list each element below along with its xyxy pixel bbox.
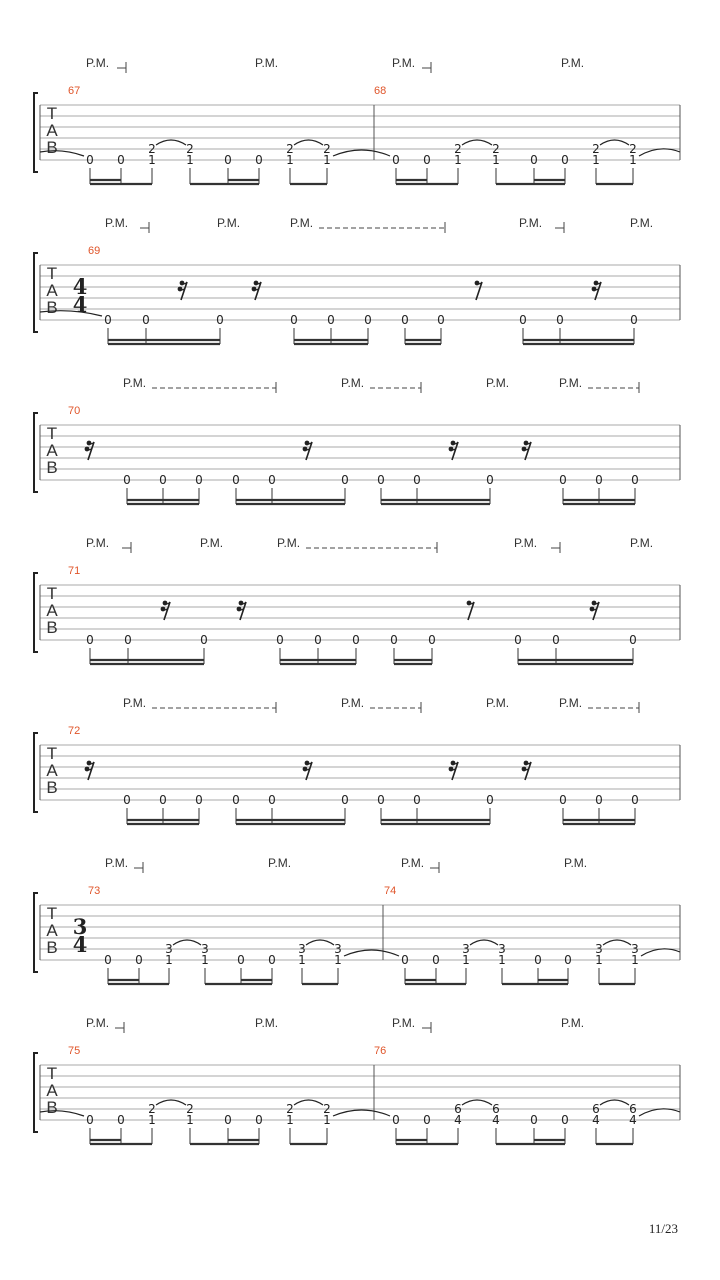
sixteenth-rest: [449, 761, 458, 780]
fret-number: 0: [290, 313, 298, 327]
eighth-rest: [475, 281, 482, 300]
fret-number: 6: [629, 1102, 637, 1116]
tab-clef-letter: T: [46, 424, 58, 443]
fret-number: 1: [334, 953, 342, 967]
palm-mute-label: P.M.: [200, 536, 224, 550]
sixteenth-rest: [252, 281, 261, 300]
fret-number: 0: [195, 793, 203, 807]
fret-number: 6: [492, 1102, 500, 1116]
tab-clef-letter: T: [46, 1064, 58, 1083]
palm-mute-label: P.M.: [392, 1016, 416, 1030]
fret-number: 4: [592, 1113, 600, 1127]
measure-number: 73: [88, 885, 101, 897]
palm-mute-label: P.M.: [123, 376, 147, 390]
fret-number: 1: [186, 153, 194, 167]
tab-clef-letter: B: [46, 1098, 58, 1117]
fret-number: 0: [486, 793, 494, 807]
fret-number: 1: [323, 1113, 331, 1127]
fret-number: 2: [186, 1102, 194, 1116]
time-signature-bottom: 4: [72, 932, 88, 957]
fret-number: 0: [629, 633, 637, 647]
tab-system-2: [34, 216, 680, 344]
fret-number: 3: [462, 942, 470, 956]
tie-arc: [156, 1100, 186, 1105]
fret-number: 0: [364, 313, 372, 327]
fret-number: 2: [323, 142, 331, 156]
fret-number: 2: [454, 142, 462, 156]
fret-number: 0: [413, 473, 421, 487]
measure-number: 72: [68, 725, 81, 737]
fret-number: 0: [195, 473, 203, 487]
sixteenth-rest: [178, 281, 187, 300]
fret-number: 1: [595, 953, 603, 967]
tie-arc: [333, 1110, 390, 1116]
system-brace: [34, 253, 38, 332]
palm-mute-label: P.M.: [86, 536, 110, 550]
fret-number: 0: [86, 1113, 94, 1127]
measure-number: 71: [68, 565, 81, 577]
fret-number: 1: [492, 153, 500, 167]
tab-clef-letter: A: [46, 281, 58, 300]
tie-arc-carry-out: [639, 149, 680, 156]
tab-system-6: [34, 856, 680, 984]
palm-mute-label: P.M.: [392, 56, 416, 70]
fret-number: 0: [135, 953, 143, 967]
palm-mute-label: P.M.: [564, 856, 588, 870]
fret-number: 0: [630, 313, 638, 327]
sixteenth-rest: [85, 441, 94, 460]
fret-number: 0: [437, 313, 445, 327]
fret-number: 1: [148, 153, 156, 167]
fret-number: 0: [564, 953, 572, 967]
fret-number: 1: [323, 153, 331, 167]
measure-number: 68: [374, 85, 387, 97]
palm-mute-label: P.M.: [341, 696, 365, 710]
fret-number: 0: [86, 633, 94, 647]
fret-number: 0: [423, 1113, 431, 1127]
palm-mute-label: P.M.: [290, 216, 314, 230]
fret-number: 1: [631, 953, 639, 967]
fret-number: 0: [117, 153, 125, 167]
fret-number: 2: [629, 142, 637, 156]
fret-number: 0: [595, 793, 603, 807]
eighth-rest: [467, 601, 474, 620]
fret-number: 1: [148, 1113, 156, 1127]
fret-number: 0: [237, 953, 245, 967]
palm-mute-label: P.M.: [123, 696, 147, 710]
fret-number: 0: [561, 153, 569, 167]
tab-clef-letter: T: [46, 744, 58, 763]
fret-number: 0: [413, 793, 421, 807]
tab-clef-letter: T: [46, 104, 58, 123]
measure-number: 74: [384, 885, 397, 897]
tab-clef-letter: A: [46, 1081, 58, 1100]
tab-system-7: [34, 1016, 680, 1144]
fret-number: 1: [454, 153, 462, 167]
tab-clef-letter: A: [46, 441, 58, 460]
fret-number: 2: [492, 142, 500, 156]
tie-arc: [600, 1100, 629, 1105]
fret-number: 0: [224, 153, 232, 167]
palm-mute-label: P.M.: [561, 56, 585, 70]
fret-number: 0: [514, 633, 522, 647]
tie-arc: [306, 940, 334, 945]
fret-number: 0: [377, 793, 385, 807]
palm-mute-label: P.M.: [514, 536, 538, 550]
tie-arc: [462, 140, 492, 145]
fret-number: 1: [286, 153, 294, 167]
palm-mute-label: P.M.: [268, 856, 292, 870]
fret-number: 0: [86, 153, 94, 167]
fret-number: 0: [224, 1113, 232, 1127]
palm-mute-label: P.M.: [255, 56, 279, 70]
system-brace: [34, 893, 38, 972]
tie-arc: [600, 140, 629, 145]
fret-number: 1: [186, 1113, 194, 1127]
fret-number: 0: [117, 1113, 125, 1127]
tab-clef-letter: B: [46, 778, 58, 797]
tie-arc-carry-out: [641, 949, 680, 956]
sixteenth-rest: [449, 441, 458, 460]
fret-number: 6: [454, 1102, 462, 1116]
fret-number: 2: [186, 142, 194, 156]
fret-number: 0: [519, 313, 527, 327]
system-brace: [34, 573, 38, 652]
fret-number: 0: [401, 953, 409, 967]
fret-number: 2: [148, 142, 156, 156]
fret-number: 0: [552, 633, 560, 647]
sixteenth-rest: [522, 441, 531, 460]
fret-number: 6: [592, 1102, 600, 1116]
tab-system-3: [34, 376, 680, 504]
sixteenth-rest: [303, 761, 312, 780]
palm-mute-label: P.M.: [519, 216, 543, 230]
system-brace: [34, 1053, 38, 1132]
fret-number: 0: [559, 473, 567, 487]
fret-number: 4: [454, 1113, 462, 1127]
fret-number: 0: [401, 313, 409, 327]
fret-number: 0: [559, 793, 567, 807]
fret-number: 0: [232, 793, 240, 807]
fret-number: 0: [432, 953, 440, 967]
fret-number: 3: [631, 942, 639, 956]
tie-arc: [156, 140, 186, 145]
palm-mute-label: P.M.: [559, 376, 583, 390]
fret-number: 0: [232, 473, 240, 487]
fret-number: 0: [104, 313, 112, 327]
tie-arc: [294, 140, 323, 145]
fret-number: 3: [165, 942, 173, 956]
palm-mute-label: P.M.: [401, 856, 425, 870]
tab-clef-letter: A: [46, 921, 58, 940]
measure-number: 69: [88, 245, 101, 257]
system-brace: [34, 733, 38, 812]
palm-mute-label: P.M.: [86, 56, 110, 70]
fret-number: 0: [276, 633, 284, 647]
fret-number: 1: [592, 153, 600, 167]
fret-number: 0: [200, 633, 208, 647]
fret-number: 0: [104, 953, 112, 967]
fret-number: 0: [530, 153, 538, 167]
tie-arc-carry-out: [639, 1109, 680, 1116]
sixteenth-rest: [237, 601, 246, 620]
fret-number: 0: [341, 793, 349, 807]
fret-number: 0: [124, 633, 132, 647]
fret-number: 4: [492, 1113, 500, 1127]
tab-system-5: [34, 696, 680, 824]
sixteenth-rest: [592, 281, 601, 300]
fret-number: 0: [530, 1113, 538, 1127]
tab-clef-letter: B: [46, 938, 58, 957]
fret-number: 3: [298, 942, 306, 956]
measure-number: 67: [68, 85, 81, 97]
tab-clef-letter: B: [46, 138, 58, 157]
palm-mute-label: P.M.: [630, 536, 654, 550]
fret-number: 2: [323, 1102, 331, 1116]
fret-number: 1: [201, 953, 209, 967]
tie-arc: [173, 940, 201, 945]
palm-mute-label: P.M.: [486, 696, 510, 710]
tab-clef-letter: A: [46, 121, 58, 140]
tie-arc: [470, 940, 498, 945]
tab-clef-letter: T: [46, 584, 58, 603]
page-number: 11/23: [648, 1221, 678, 1236]
tab-system-4: [34, 536, 680, 664]
palm-mute-label: P.M.: [217, 216, 241, 230]
time-signature-top: 4: [72, 274, 88, 299]
fret-number: 0: [392, 153, 400, 167]
fret-number: 4: [629, 1113, 637, 1127]
tie-arc: [333, 150, 390, 156]
tab-system-1: [34, 56, 680, 184]
tie-arc: [603, 940, 631, 945]
palm-mute-label: P.M.: [486, 376, 510, 390]
time-signature-top: 3: [72, 914, 88, 939]
palm-mute-label: P.M.: [341, 376, 365, 390]
fret-number: 0: [423, 153, 431, 167]
fret-number: 0: [341, 473, 349, 487]
fret-number: 0: [556, 313, 564, 327]
fret-number: 0: [352, 633, 360, 647]
tie-arc: [344, 950, 399, 956]
system-brace: [34, 413, 38, 492]
tie-arc: [462, 1100, 492, 1105]
fret-number: 0: [327, 313, 335, 327]
sixteenth-rest: [85, 761, 94, 780]
tab-clef-letter: B: [46, 458, 58, 477]
fret-number: 0: [631, 793, 639, 807]
fret-number: 0: [268, 473, 276, 487]
fret-number: 3: [498, 942, 506, 956]
time-signature-bottom: 4: [72, 292, 88, 317]
fret-number: 2: [148, 1102, 156, 1116]
fret-number: 0: [392, 1113, 400, 1127]
fret-number: 0: [534, 953, 542, 967]
fret-number: 1: [298, 953, 306, 967]
tie-arc: [294, 1100, 323, 1105]
tab-clef-letter: B: [46, 298, 58, 317]
palm-mute-label: P.M.: [559, 696, 583, 710]
sixteenth-rest: [590, 601, 599, 620]
sixteenth-rest: [303, 441, 312, 460]
system-brace: [34, 93, 38, 172]
palm-mute-label: P.M.: [255, 1016, 279, 1030]
fret-number: 0: [123, 473, 131, 487]
fret-number: 1: [286, 1113, 294, 1127]
fret-number: 0: [561, 1113, 569, 1127]
tab-clef-letter: B: [46, 618, 58, 637]
fret-number: 0: [255, 153, 263, 167]
fret-number: 3: [334, 942, 342, 956]
fret-number: 0: [377, 473, 385, 487]
fret-number: 2: [592, 142, 600, 156]
fret-number: 3: [201, 942, 209, 956]
palm-mute-label: P.M.: [561, 1016, 585, 1030]
fret-number: 3: [595, 942, 603, 956]
palm-mute-label: P.M.: [86, 1016, 110, 1030]
fret-number: 0: [268, 953, 276, 967]
tab-clef-letter: A: [46, 601, 58, 620]
fret-number: 0: [142, 313, 150, 327]
fret-number: 1: [629, 153, 637, 167]
fret-number: 0: [314, 633, 322, 647]
fret-number: 0: [631, 473, 639, 487]
measure-number: 70: [68, 405, 81, 417]
fret-number: 0: [159, 473, 167, 487]
fret-number: 0: [255, 1113, 263, 1127]
palm-mute-label: P.M.: [105, 216, 129, 230]
palm-mute-label: P.M.: [277, 536, 301, 550]
fret-number: 0: [123, 793, 131, 807]
tab-clef-letter: T: [46, 264, 58, 283]
fret-number: 1: [462, 953, 470, 967]
measure-number: 76: [374, 1045, 387, 1057]
fret-number: 0: [595, 473, 603, 487]
fret-number: 0: [268, 793, 276, 807]
fret-number: 0: [390, 633, 398, 647]
fret-number: 2: [286, 1102, 294, 1116]
palm-mute-label: P.M.: [105, 856, 129, 870]
fret-number: 0: [486, 473, 494, 487]
sixteenth-rest: [522, 761, 531, 780]
sixteenth-rest: [161, 601, 170, 620]
palm-mute-label: P.M.: [630, 216, 654, 230]
measure-number: 75: [68, 1045, 81, 1057]
tab-clef-letter: A: [46, 761, 58, 780]
fret-number: 0: [428, 633, 436, 647]
fret-number: 0: [159, 793, 167, 807]
fret-number: 1: [165, 953, 173, 967]
fret-number: 0: [216, 313, 224, 327]
fret-number: 1: [498, 953, 506, 967]
fret-number: 2: [286, 142, 294, 156]
tab-clef-letter: T: [46, 904, 58, 923]
